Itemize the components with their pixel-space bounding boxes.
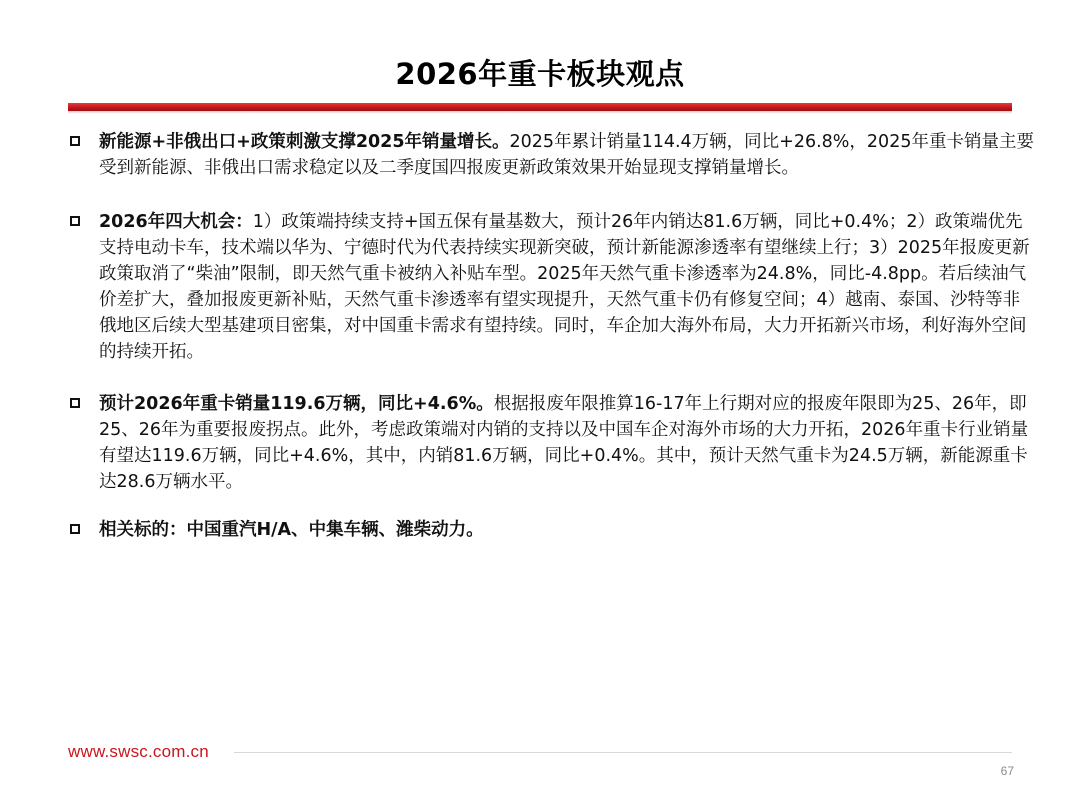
bullet-lead: 2026年四大机会： [99,212,253,232]
square-bullet-icon [70,524,80,534]
slide-title: 2026年重卡板块观点 [395,57,685,91]
square-bullet-icon [70,216,80,226]
bullet-text [99,129,1034,181]
page-number: 67 [1000,764,1014,778]
footer-divider [234,752,1012,753]
bullet-body: 1）政策端持续支持+国五保有量基数大，预计26年内销达81.6万辆，同比+0.4%；2）政策端优先支持电动卡车，技术端以华为、宁德时代为代表持续实现新突破，预计新能源渗透率有望继续上行；3）2025年报废更新政策取消了“柴油”限制，即天然气重卡被纳入补贴车型。2025年天然气重卡渗透率为24.8%，同比-4.8pp。若后续油气价差扩大，叠加报废更新补贴，天然气重卡渗透率有望实现提升，天然气重卡仍有修复空间；4）越南、泰国、沙特等非俄地区后续大型基建项目密集，对中国重卡需求有望持续。同时，车企加大海外布局，大力开拓新兴市场，利好海外空间的持续开拓。 [99,212,1030,362]
bullet-item-sales-growth [64,129,1034,181]
bullet-item-related-stocks [64,517,1034,543]
bullet-lead: 相关标的：中国重汽H/A、中集车辆、潍柴动力。 [99,520,484,540]
bullet-text [99,209,1034,365]
bullet-text [99,391,1034,495]
bullet-item-2026-forecast [64,391,1034,495]
bullet-text [99,517,1034,543]
bullet-item-four-opportunities [64,209,1034,365]
title-accent-bar-shadow [68,111,1012,114]
bullet-lead: 预计2026年重卡销量119.6万辆，同比+4.6%。 [99,394,494,414]
bullet-body: 根据报废年限推算16-17年上行期对应的报废年限即为25、26年，即25、26年为重要报废拐点。此外，考虑政策端对内销的支持以及中国车企对海外市场的大力开拓，2026年重卡行业销量有望达119.6万辆，同比+4.6%，其中，内销81.6万辆，同比+0.4%。其中，预计天然气重卡为24.5万辆，新能源重卡达28.6万辆水平。 [99,394,1029,492]
bullet-list [64,129,1034,571]
bullet-body: 2025年累计销量114.4万辆，同比+26.8%，2025年重卡销量主要受到新能源、非俄出口需求稳定以及二季度国四报废更新政策效果开始显现支撑销量增长。 [99,132,1034,178]
title-accent-bar [68,103,1012,111]
square-bullet-icon [70,398,80,408]
bullet-lead: 新能源+非俄出口+政策刺激支撑2025年销量增长。 [99,132,510,152]
square-bullet-icon [70,136,80,146]
footer-website-link[interactable]: www.swsc.com.cn [68,742,209,761]
